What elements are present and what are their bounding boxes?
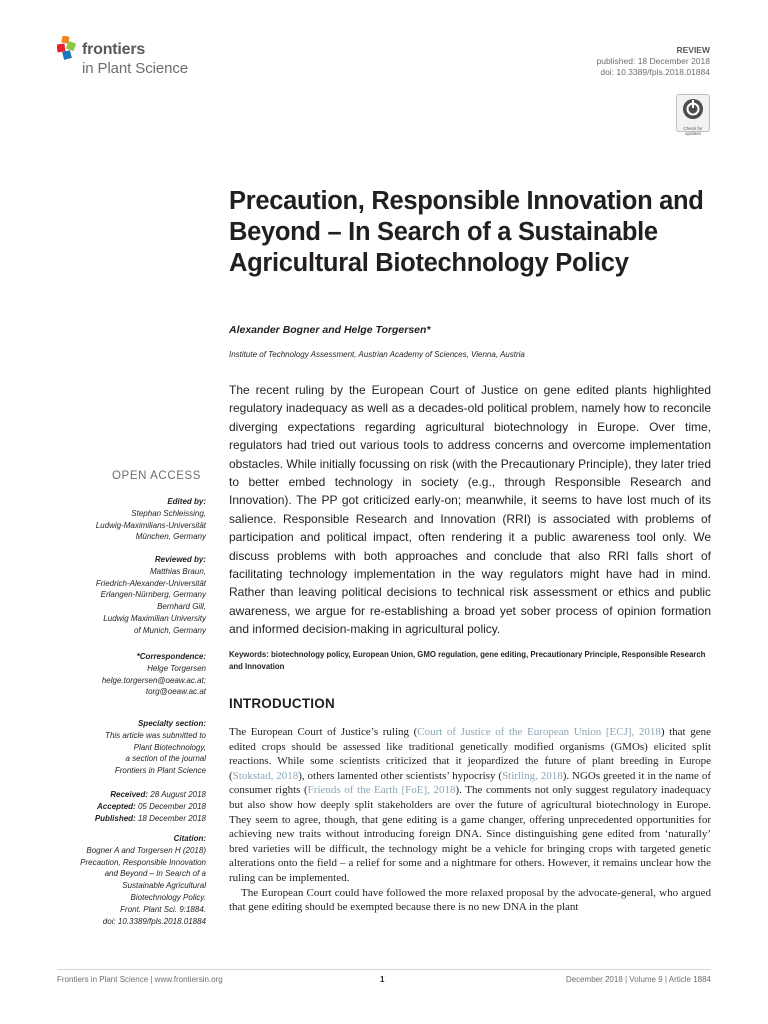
doi-link[interactable]: doi: 10.3389/fpls.2018.01884: [600, 67, 710, 77]
abstract: The recent ruling by the European Court of Justice on gene edited plants highlighted regulatory inadequacy as well as a decades-old political problem, namely how to reconcile diverging expectations regarding agricultural biotechnology in Europe. Over time, regulators had tried out various tools to address concerns and overcome implementation obstacles. While initially focussing on risk (with the Precautionary Principle), they later tried to better embed technology in society (e.g., through Responsible Research and Innovation). The PP got criticized early-on; meanwhile, it seems to have lost much of its salience. Responsible Research and Innovation (RRI) is associated with problems of participation and political impact, often rendering it a public awareness tool only. We discuss problems with both approaches and conclude that also RRI falls short of facilitating technology implementation in the way regulators might have had in mind. Rather than leaving political decisions to technical risk assessment or ethics and public awareness, we argue for re-establishing a broad yet sober process of opinion formation and informed decision-making in agricultural policy.: [229, 383, 711, 637]
citation-block: [40, 833, 206, 927]
specialty-line: Plant Biotechnology,: [133, 742, 206, 752]
reviewed-by-label: Reviewed by:: [154, 555, 206, 564]
keywords: Keywords: biotechnology policy, European Union, GMO regulation, gene editing, Precautionary Principle, Responsible Research and Innovation: [229, 650, 706, 671]
dates-block: [40, 789, 206, 824]
email-link[interactable]: torg@oeaw.ac.at: [145, 687, 206, 697]
paragraph-text: ). The comments not only suggest regulatory inadequacy but also show how deeply split stakeholders are over the future of agricultural biotechnology in Europe. They seem to agree, though, that gene editing is a game changer, offering unprecedented opportunities for achieving new traits without introducing foreign DNA. Since distinguishing gene edited from ‘naturally’ bred varieties will be difficult, the technology might be a vehicle for bringing crops with targeted genetic alterations onto the field – a relief for some and a nightmare for others. However, it remains unclear how the ruling can be implemented.: [229, 784, 712, 884]
reference-link[interactable]: Stirling, 2018: [502, 769, 563, 782]
author-list[interactable]: Alexander Bogner and Helge Torgersen*: [229, 324, 431, 336]
article-type: REVIEW: [676, 45, 710, 55]
edited-by-block: [40, 496, 206, 543]
frontiers-logo-icon: [57, 36, 79, 62]
citation-line: and Beyond – In Search of a: [104, 869, 206, 879]
specialty-label: Specialty section:: [137, 719, 206, 728]
section-heading: INTRODUCTION: [229, 696, 335, 711]
correspondence-block: [40, 651, 206, 698]
specialty-line: This article was submitted to: [105, 730, 206, 740]
citation-line: Front. Plant Sci. 9:1884.: [120, 904, 206, 914]
specialty-block: [40, 718, 206, 777]
journal-logo[interactable]: [57, 36, 227, 82]
editor-line[interactable]: Stephan Schleissing,: [131, 508, 206, 518]
accepted-date: Accepted: 05 December 2018: [97, 801, 206, 811]
article-meta: [597, 45, 710, 78]
email-link[interactable]: helge.torgersen@oeaw.ac.at;: [101, 675, 206, 685]
footer-issue-info: December 2018 | Volume 9 | Article 1884: [565, 975, 711, 984]
check-updates-icon: [682, 98, 704, 120]
reviewer-line[interactable]: Bernhard Gill,: [157, 602, 206, 612]
reviewer-line: Erlangen-Nürnberg, Germany: [100, 590, 206, 600]
body-paragraph-1: [229, 725, 711, 886]
specialty-line: Frontiers in Plant Science: [114, 766, 206, 776]
citation-line: Precaution, Responsible Innovation: [80, 857, 206, 867]
page-number: 1: [380, 975, 385, 984]
footer-journal-link[interactable]: Frontiers in Plant Science | www.frontiersin.org: [57, 975, 223, 984]
citation-label: Citation:: [173, 834, 206, 843]
received-label: Received:: [110, 790, 149, 799]
open-access-label: OPEN ACCESS: [112, 470, 202, 482]
reference-link[interactable]: Court of Justice of the European Union [ECJ], 2018: [417, 726, 661, 738]
correspondence-name: Helge Torgersen: [147, 663, 206, 673]
published-label: Published:: [94, 813, 136, 823]
edited-by-label: Edited by:: [167, 497, 206, 506]
reviewer-line[interactable]: Matthias Braun,: [149, 566, 206, 576]
reviewer-line: Ludwig Maximilian University: [103, 613, 206, 623]
paragraph-text: ) that gene edited crops should be assessed like traditional genetically modified organisms (GMOs) elicited split reactions. While some scientists criticized that it jeopardized the future of plant breeding in Europe (: [229, 726, 711, 782]
body-text: [229, 725, 711, 915]
published-date: published: 18 December 2018: [596, 56, 710, 66]
check-for-updates-button[interactable]: [676, 94, 710, 136]
check-updates-label: Check for updates: [683, 126, 703, 136]
correspondence-label: *Correspondence:: [136, 652, 206, 661]
paragraph-text: The European Court of Justice’s ruling (: [229, 726, 418, 738]
accepted-label: Accepted:: [97, 801, 136, 811]
published-date-sidebar: Published: 18 December 2018: [94, 813, 206, 823]
paragraph-text: ). NGOs greeted it in the name of consumer rights (: [229, 769, 711, 797]
received-date: Received: 28 August 2018: [110, 790, 206, 799]
paragraph-text: ), others lamented other scientists’ hypocrisy (: [298, 769, 503, 782]
citation-line: Bogner A and Torgersen H (2018): [86, 845, 206, 855]
reference-link[interactable]: Stokstad, 2018: [232, 769, 299, 782]
article-title: Precaution, Responsible Innovation and Beyond – In Search of a Sustainable Agricultural Biotechnology Policy: [229, 187, 704, 277]
reference-link[interactable]: Friends of the Earth [FoE], 2018: [307, 784, 456, 797]
reviewer-line: of Munich, Germany: [133, 625, 206, 635]
reviewed-by-block: [40, 554, 206, 637]
journal-name: in Plant Science: [82, 60, 188, 77]
citation-line: Sustainable Agricultural: [122, 881, 206, 891]
brand-name: frontiers: [82, 41, 146, 58]
reviewer-line: Friedrich-Alexander-Universität: [95, 578, 206, 588]
specialty-line: a section of the journal: [125, 754, 206, 764]
editor-line: München, Germany: [135, 532, 206, 542]
body-paragraph-2: The European Court could have followed the more relaxed proposal by the advocate-general, who argued that gene editing should be exempted because there is no new DNA in the plant: [229, 886, 711, 914]
editor-line: Ludwig-Maximilians-Universität: [95, 520, 206, 530]
citation-line: Biotechnology Policy.: [130, 892, 206, 902]
footer-divider: [57, 969, 711, 970]
citation-doi-link[interactable]: doi: 10.3389/fpls.2018.01884: [102, 916, 206, 926]
affiliation: Institute of Technology Assessment, Austrian Academy of Sciences, Vienna, Austria: [229, 350, 525, 359]
